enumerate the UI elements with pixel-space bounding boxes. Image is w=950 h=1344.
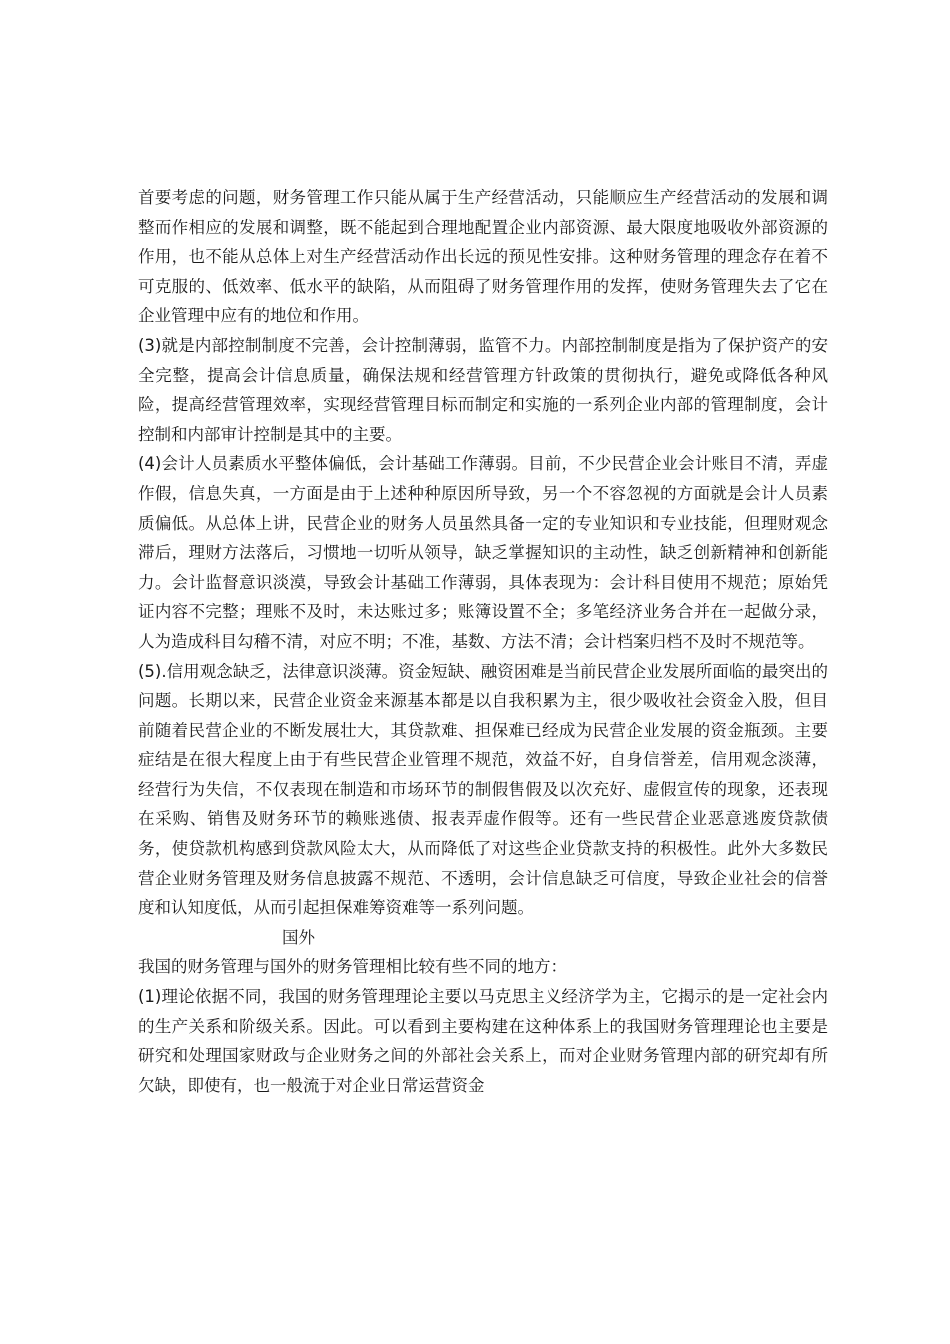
paragraph-item-4: (4)会计人员素质水平整体偏低，会计基础工作薄弱。目前，不少民营企业会计账目不清，弄虚作假，信息失真，一方面是由于上述种种原因所导致，另一个不容忽视的方面就是会计人员素质偏低。从总体上讲，民营企业的财务人员虽然具备一定的专业知识和专业技能，但理财观念滞后，理财方法落后，习惯地一切听从领导，缺乏掌握知识的主动性，缺乏创新精神和创新能力。会计监督意识淡漠，导致会计基础工作薄弱，具体表现为：会计科目使用不规范；原始凭证内容不完整；理账不及时，未达账过多；账簿设置不全；多笔经济业务合并在一起做分录，人为造成科目勾稽不清，对应不明；不准，基数、方法不清；会计档案归档不及时不规范等。 — [138, 454, 828, 651]
paragraph-intro: 我国的财务管理与国外的财务管理相比较有些不同的地方： — [138, 957, 567, 977]
paragraph-item-5: (5).信用观念缺乏，法律意识淡薄。资金短缺、融资困难是当前民营企业发展所面临的最突出的问题。长期以来，民营企业资金来源基本都是以自我积累为主，很少吸收社会资金入股，但目前随着民营企业的不断发展壮大，其贷款难、担保难已经成为民营企业发展的资金瓶颈。主要症结是在很大程度上由于有些民营企业管理不规范，效益不好，自身信誉差，信用观念淡薄，经营行为失信，不仅表现在制造和市场环节的制假售假及以次充好、虚假宣传的现象，还表现在采购、销售及财务环节的赖账逃债、报表弄虚作假等。还有一些民营企业恶意逃废贷款债务，使贷款机构感到贷款风险太大，从而降低了对这些企业贷款支持的积极性。此外大多数民营企业财务管理及财务信息披露不规范、不透明，会计信息缺乏可信度，导致企业社会的信誉度和认知度低，从而引起担保难筹资难等一系列问题。 — [138, 661, 828, 918]
paragraph-item-3: (3)就是内部控制制度不完善，会计控制薄弱，监管不力。内部控制制度是指为了保护资产的安全完整，提高会计信息质量，确保法规和经营管理方针政策的贯彻执行，避免或降低各种风险，提高经营管理效率，实现经营管理目标而制定和实施的一系列企业内部的管理制度，会计控制和内部审计控制是其中的主要。 — [138, 335, 828, 444]
section-heading: 国外 — [282, 927, 315, 947]
body-text — [138, 183, 828, 1100]
paragraph-item-1: (1)理论依据不同，我国的财务管理理论主要以马克思主义经济学为主，它揭示的是一定社会内的生产关系和阶级关系。因此。可以看到主要构建在这种体系上的我国财务管理理论也主要是研究和处理国家财政与企业财务之间的外部社会关系上，而对企业财务管理内部的研究却有所欠缺，即使有，也一般流于对企业日常运营资金 — [138, 987, 828, 1095]
paragraph-continuation: 首要考虑的问题，财务管理工作只能从属于生产经营活动，只能顺应生产经营活动的发展和调整而作相应的发展和调整，既不能起到合理地配置企业内部资源、最大限度地吸收外部资源的作用，也不能从总体上对生产经营活动作出长远的预见性安排。这种财务管理的理念存在着不可克服的、低效率、低水平的缺陷，从而阻碍了财务管理作用的发挥，使财务管理失去了它在企业管理中应有的地位和作用。 — [138, 188, 828, 326]
